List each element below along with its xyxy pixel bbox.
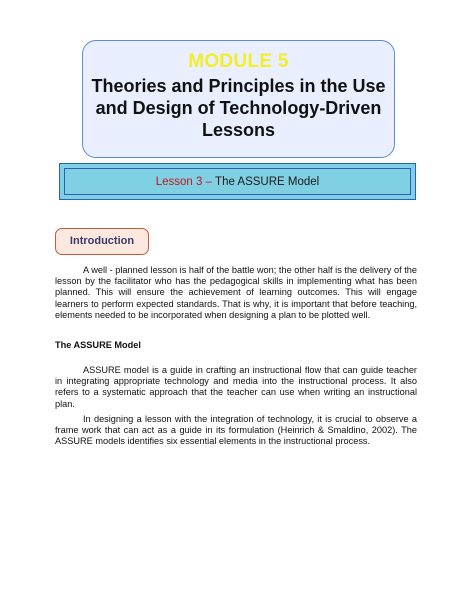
introduction-badge: Introduction bbox=[55, 228, 149, 255]
module-header-box bbox=[82, 40, 395, 158]
module-title: Theories and Principles in the Use and Design of Technology-Driven Lessons bbox=[91, 76, 386, 140]
assure-section-heading: The ASSURE Model bbox=[55, 340, 141, 350]
lesson-title: The ASSURE Model bbox=[215, 176, 320, 188]
introduction-paragraph: A well - planned lesson is half of the battle won; the other half is the delivery of the lesson by the facilitator who has the pedagogical skills in implementing what has been planned. This will ensure the achievement of learning outcomes. This will engage learners to perform expected standards. That is why, it is important that before teaching, elements needed to be incorporated when designing a plan to be plotted well. bbox=[55, 265, 417, 320]
assure-paragraph-2: In designing a lesson with the integration of technology, it is crucial to observe a frame work that can act as a guide in its formulation (Heinrich & Smaldino, 2002). The ASSURE models identifies six essential elements in the instructional process. bbox=[55, 414, 417, 447]
lesson-banner-inner bbox=[64, 168, 411, 195]
lesson-number: Lesson 3 bbox=[155, 176, 203, 188]
lesson-dash: – bbox=[205, 176, 213, 188]
module-label: MODULE 5 bbox=[188, 51, 289, 72]
lesson-banner bbox=[59, 163, 416, 200]
assure-paragraph-1: ASSURE model is a guide in crafting an instructional flow that can guide teacher in integrating appropriate technology and media into the instructional process. It also refers to a systematic approach that the teacher can use when writing an instructional plan. bbox=[55, 365, 417, 409]
